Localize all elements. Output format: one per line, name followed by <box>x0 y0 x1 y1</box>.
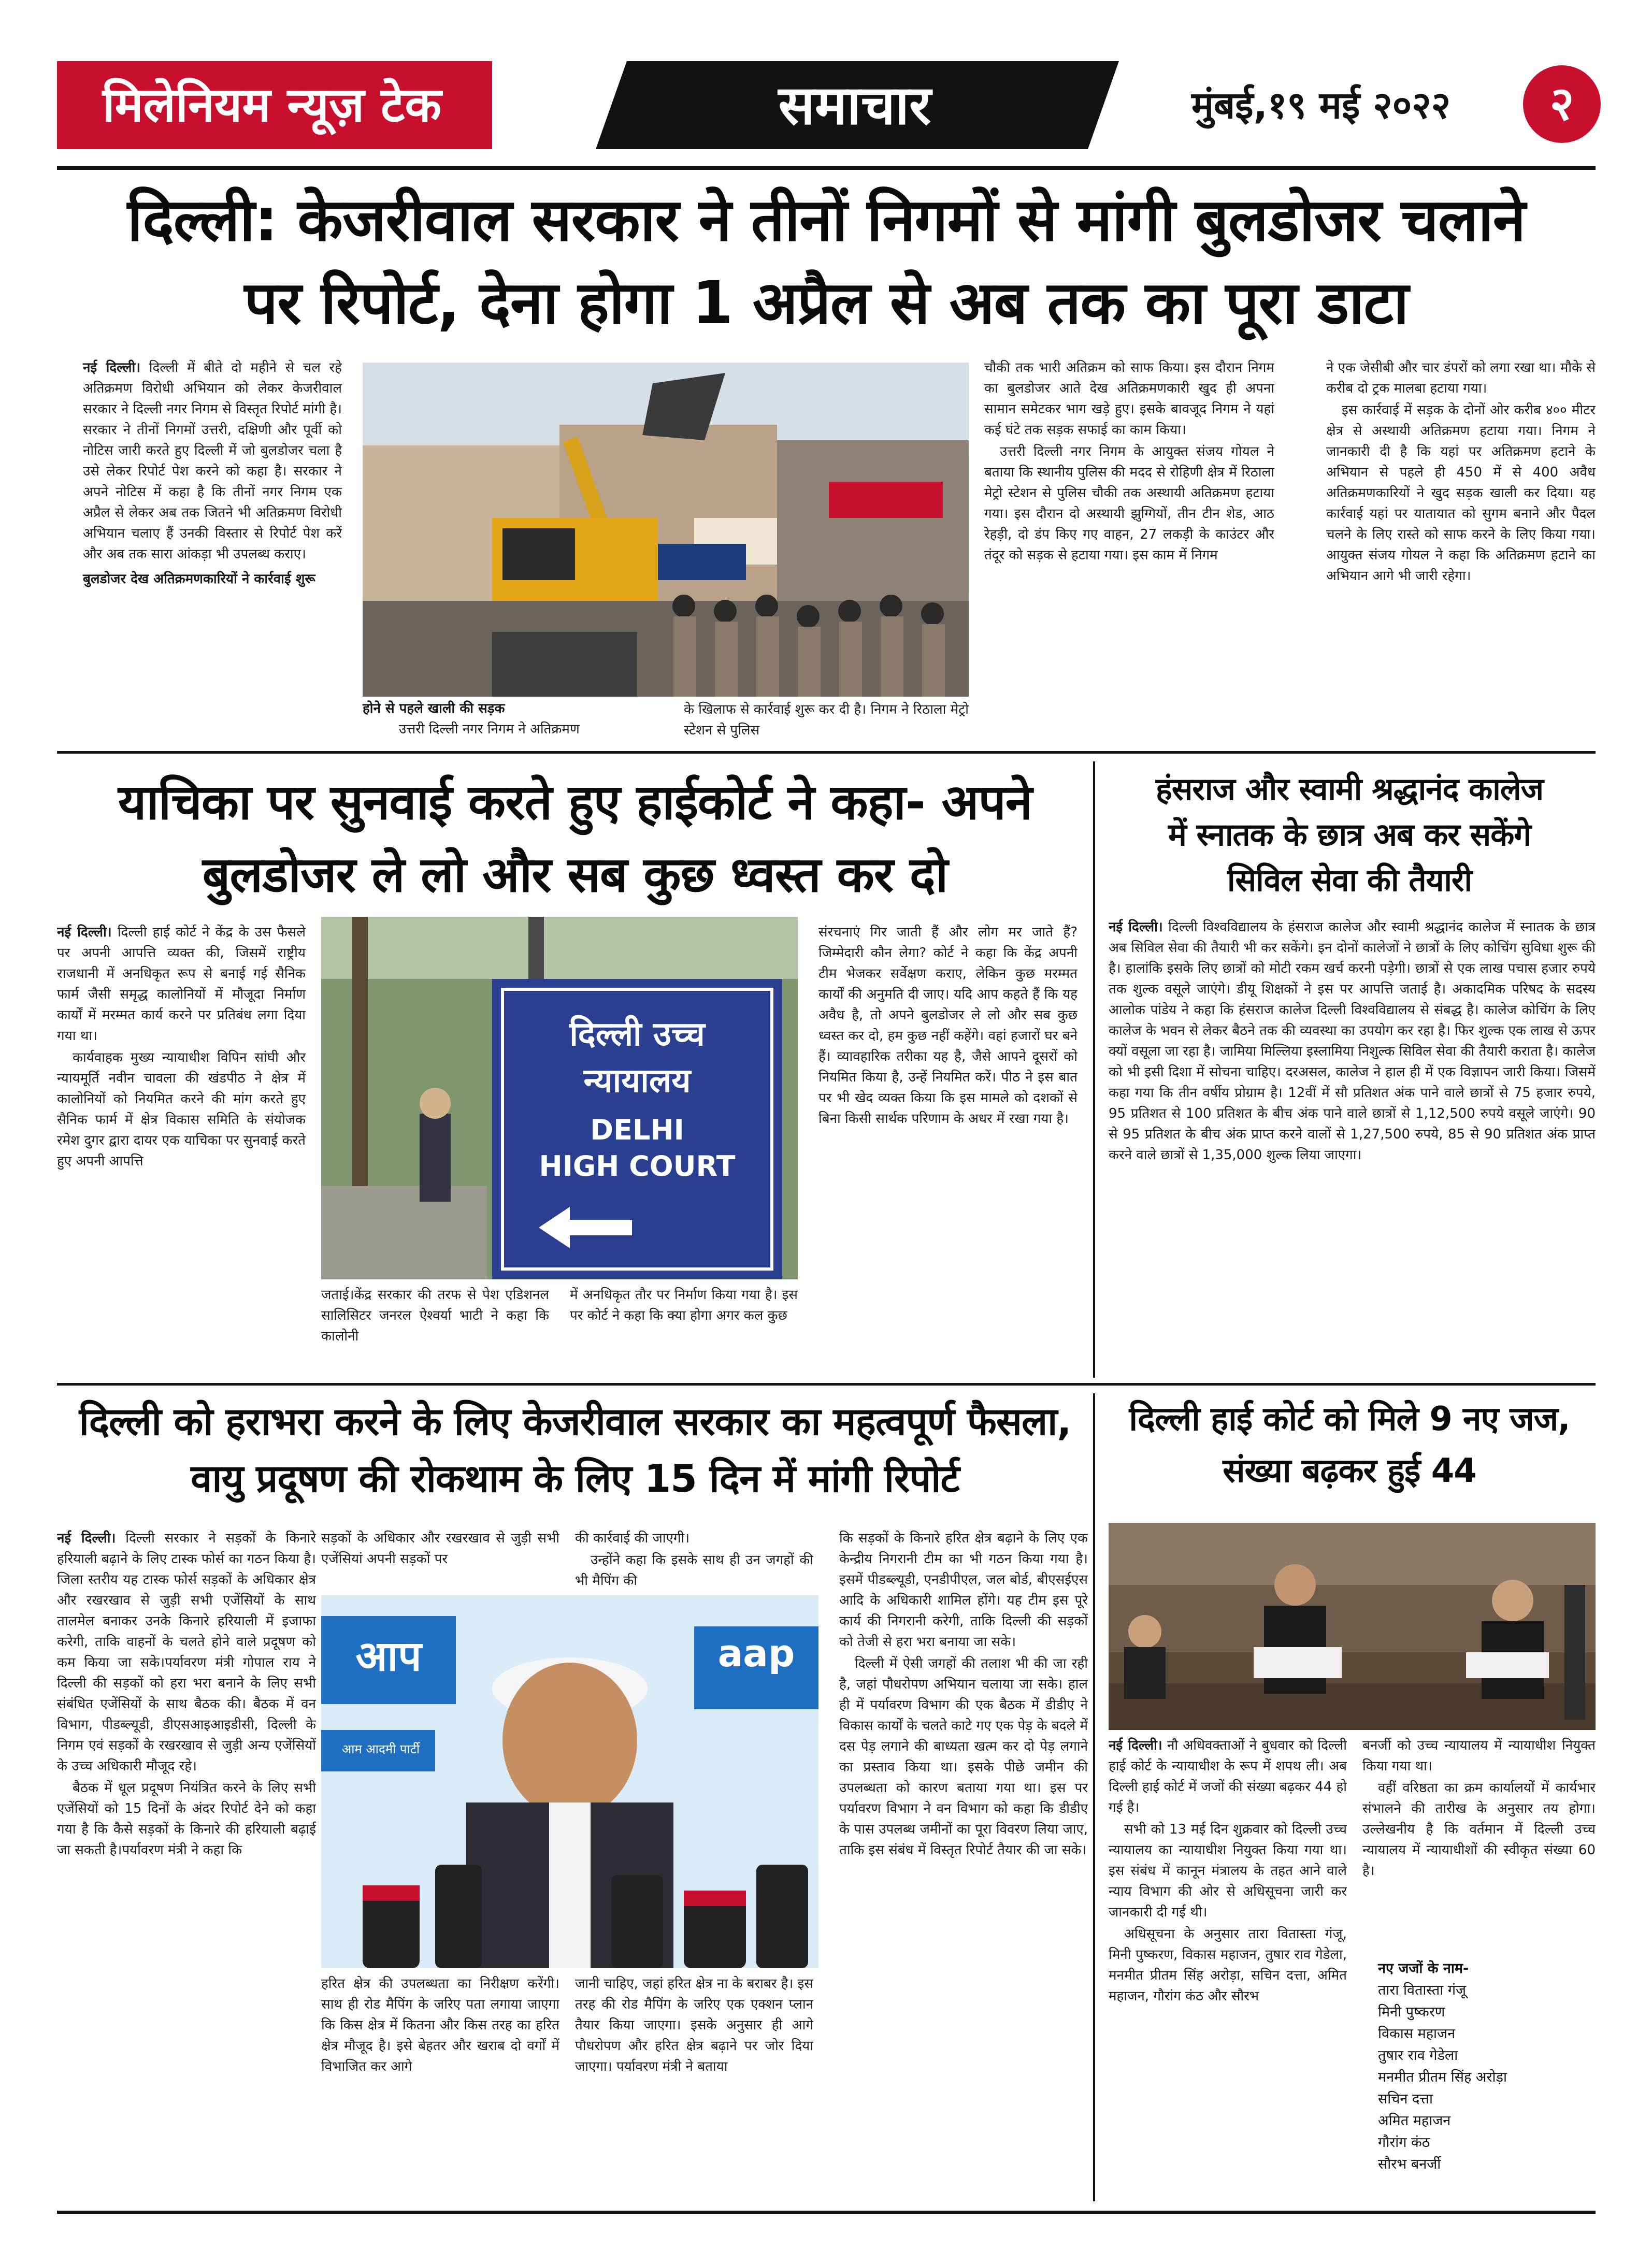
bulldozer-photo-caption-title: होने से पहले खाली की सड़क <box>363 701 505 716</box>
judge-name: तारा वितास्ता गंजू <box>1378 1982 1467 1998</box>
story4-column-2-top: सड़कों के अधिकार और रखरखाव से जुड़ी सभी एजेंसियां अपनी सड़कों पर <box>321 1531 559 1567</box>
story2-below-photo-2: में अनधिकृत तौर पर निर्माण किया गया है। इस पर कोर्ट ने कहा कि क्या होगा अगर कल कुछ <box>570 1287 798 1323</box>
story1-column-3: चौकी तक भारी अतिक्रम को साफ किया। इस दौरान निगम का बुलडोजर आते देख अतिक्रमणकारी खुद ही अपना सामान समेटकर भाग खड़े हुए। इसके बावजूद निगम ने यहां कई घंटे तक सड़क सफाई का काम किया। उत्तरी दिल्ली नगर निगम के आयुक्त संजय गोयल ने बताया कि स्थानीय पुलिस की मदद से रोहिणी क्षेत्र में रिठाला मेट्रो स्टेशन से पुलिस चौकी तक अस्थायी अतिक्रमण हटाया गया। इस दौरान दो अस्थायी झुग्गियों, तीन टीन शेड, आठ रेहड़ी, दो डंप किए गए वाहन, 27 लकड़ी के काउंटर और तंदूर को सड़क से हटाया गया। इस काम में निगम <box>984 360 1274 563</box>
judge-name: सौरभ बनर्जी <box>1378 2156 1441 2172</box>
story4-column-4: कि सड़कों के किनारे हरित क्षेत्र बढ़ाने के लिए एक केन्द्रीय निगरानी टीम का भी गठन किया गया है। इसमें पीडब्ल्यूडी, एनडीपीएल, जल बोर्ड, बीएसईएस आदि के अधिकारी शामिल होंगे। यह टीम इस पूरे कार्य की निगरानी करेगी, ताकि दिल्ली की सड़कों को तेजी से हरा भरा बनाया जा सके। दिल्ली में ऐसी जगहों की तलाश भी की जा रही है, जहां पौधरोपण अभियान चलाया जा सके। हाल ही में पर्यावरण विभाग की एक बैठक में डीडीए ने विकास कार्यों के चलते काटे गए एक पेड़ के बदले में दस पेड़ लगाने की बाध्यता खत्म कर दो पेड़ लगाने का प्रस्ताव किया था। इसके पीछे जमीन की उपलब्धता को कारण बताया गया था। इस पर पर्यावरण विभाग ने वन विभाग को कहा कि डीडीए के पास उपलब्ध जमीनों का पूरा विवरण लिया जाए, ताकि इस संबंध में विस्तृत रिपोर्ट तैयार की जा सके। <box>839 1531 1088 1858</box>
story4-vertical-rule <box>1093 1393 1095 2201</box>
court-sign-hindi-2: न्यायालय <box>583 1062 691 1100</box>
story5-column-2: बनर्जी को उच्च न्यायालय में न्यायाधीश नियुक्त किया गया था। वहीं वरिष्ठता का क्रम कार्यालयों में कार्यभार संभालने की तारीख के अनुसार तय होगा। उल्लेखनीय है कि वर्तमान में दिल्ली उच्च न्यायालय में न्यायाधीशों की स्वीकृत संख्या 60 है। <box>1362 1738 1596 1879</box>
dateline: मुंबई,१९ मई २०२२ <box>1191 83 1451 127</box>
story3-body: नई दिल्ली। दिल्ली विश्वविद्यालय के हंसराज कालेज और स्वामी श्रद्धानंद कालेज में स्नातक के छात्र अब सिविल सेवा की तैयारी भी कर सकेंगे। इन दोनों कालेजों ने छात्रों के लिए कोचिंग सुविधा शुरू की है। हालांकि इसके लिए छात्रों को मोटी रकम खर्च करनी पड़ेगी। छात्रों से एक लाख पचास हजार रुपये तक शुल्क वसूले जाएंगे। डीयू शिक्षकों ने इस पर आपत्ति जताई है। अकादमिक परिषद के सदस्य आलोक पांडेय ने कहा कि हंसराज कालेज दिल्ली विश्वविद्यालय से संबद्ध है। कालेज कोचिंग के लिए कालेज के भवन से लेकर बैठने तक की व्यवस्था का उपयोग कर रहा है। फिर शुल्क एक लाख से ऊपर क्यों वसूला जा रहा है। जामिया मिल्लिया इस्लामिया निशुल्क सिविल सेवा की तैयारी कराता है। कालेज को भी इसी दिशा में सोचना चाहिए। दरअसल, कालेज ने हाल ही में एक विज्ञापन जारी किया। जिसमें कहा गया कि तीन वर्षीय प्रोग्राम है। 12वीं में सौ प्रतिशत अंक पाने वाले छात्रों से 75 हजार रुपये, 95 प्रतिशत से 100 प्रतिशत के बीच अंक पाने वाले छात्रों से 1,12,500 रुपये वसूले जाएंगे। 90 से 95 प्रतिशत के बीच अंक प्राप्त करने वालों से 1,27,500 रुपये, 85 से 90 प्रतिशत अंक प्राप्त करने वाले छात्रों से 1,35,000 शुल्क लिया जाएगा। <box>1109 919 1596 1163</box>
story2-below-photo-1: जताई।केंद्र सरकार की तरफ से पेश एडिशनल सालिसिटर जनरल ऐश्वर्या भाटी ने कहा कि कालोनी <box>321 1287 549 1344</box>
aap-logo-english: aap <box>717 1632 795 1675</box>
story3-headline-line1: हंसराज और स्वामी श्रद्धानंद कालेज <box>1155 771 1544 807</box>
brand-name: मिलेनियम न्यूज़ टेक <box>102 77 442 133</box>
story4-dateline: नई दिल्ली। <box>57 1531 116 1546</box>
new-judges-title: नए जजों के नाम- <box>1378 1960 1469 1977</box>
story4-headline-line1: दिल्ली को हराभरा करने के लिए केजरीवाल सरकार का महत्वपूर्ण फैसला, <box>79 1400 1071 1444</box>
court-sign-hindi-1: दिल्ली उच्च <box>569 1015 705 1054</box>
story4-below-photo-1: हरित क्षेत्र की उपलब्धता का निरीक्षण करेंगी। साथ ही रोड मैपिंग के जरिए पता लगाया जाएगा कि किस क्षेत्र में कितना और किस तरह का हरित क्षेत्र मौजूद है। इसे बेहतर और खराब दो वर्गों में विभाजित कर आगे <box>321 1976 559 2074</box>
judge-name: मनमीत प्रीतम सिंह अरोड़ा <box>1378 2069 1507 2085</box>
story1-rule <box>57 751 1596 754</box>
masthead-rule <box>57 166 1596 170</box>
story4-headline-line2: वायु प्रदूषण की रोकथाम के लिए 15 दिन में मांगी रिपोर्ट <box>191 1457 959 1501</box>
story1-column-2b: के खिलाफ से कार्रवाई शुरू कर दी है। निगम ने रिठाला मेट्रो स्टेशन से पुलिस <box>684 702 969 738</box>
masthead <box>57 61 1596 149</box>
story1-subhead: बुलडोजर देख अतिक्रमणकारियों ने कार्रवाई शुरू <box>83 571 315 587</box>
story2-headline-line2: बुलडोजर ले लो और सब कुछ ध्वस्त कर दो <box>202 847 948 903</box>
story2-column-3: संरचनाएं गिर जाती हैं और लोग मर जाते हैं? जिम्मेदारी कौन लेगा? कोर्ट ने कहा कि केंद्र अपनी टीम भेजकर सर्वेक्षण कराए, लेकिन कुछ मरम्मत कार्यों की अनुमति दी जाए। यदि आप कहते हैं कि यह अवैध है, तो अपने बुलडोजर ले लो और सब कुछ ध्वस्त कर दो, हम कुछ नहीं कहेंगे। वहां हजारों घर बने हैं। व्यावहारिक तरीका यह है, जैसे आपने दूसरों को नियमित किया है, उन्हें नियमित करें। पीठ ने इस बात पर भी खेद व्यक्त किया कि इस मामले को दशकों से बिना किसी सार्थक परिणाम के अधर में रखा गया है। <box>818 925 1078 1127</box>
story1-column-1: नई दिल्ली। दिल्ली में बीते दो महीने से चल रहे अतिक्रमण विरोधी अभियान को लेकर केजरीवाल सरकार ने दिल्ली नगर निगम से विस्तृत रिपोर्ट मांगी है। सरकार ने तीनों निगमों उत्तरी, दक्षिणी और पूर्वी को नोटिस जारी करते हुए दिल्ली में जो बुलडोजर चला है उसे लेकर रिपोर्ट पेश करने को कहा है। सरकार ने अपने नोटिस में कहा है कि तीनों नगर निगम एक अप्रैल से लेकर अब तक जितने भी अतिक्रमण विरोधी अभियान चलाए हैं उनकी विस्तार से रिपोर्ट पेश करें और अब तक सारा आंकड़ा भी उपलब्ध कराए। बुलडोजर देख अतिक्रमणकारियों ने कार्रवाई शुरू <box>83 357 342 741</box>
story3-headline-line2: में स्नातक के छात्र अब कर सकेंगे <box>1168 817 1531 853</box>
judge-name: अमित महाजन <box>1378 2113 1451 2129</box>
story5-headline-line1: दिल्ली हाई कोर्ट को मिले 9 नए जज, <box>1129 1400 1570 1438</box>
story2-rule <box>57 1383 1596 1386</box>
bulldozer-photo-caption-text: उत्तरी दिल्ली नगर निगम ने अतिक्रमण <box>399 722 580 737</box>
bulldozer-photo <box>363 363 969 697</box>
new-judges-list <box>1378 1958 1596 2175</box>
story4-column-3-top: की कार्रवाई की जाएगी। उन्होंने कहा कि इसके साथ ही उन जगहों की भी मैपिंग की <box>575 1531 813 1589</box>
story2-headline-line1: याचिका पर सुनवाई करते हुए हाईकोर्ट ने कहा- अपने <box>118 774 1032 831</box>
judge-name: विकास महाजन <box>1378 2026 1456 2042</box>
judges-oath-photo <box>1109 1523 1596 1730</box>
story4-below-photo-2: जानी चाहिए, जहां हरित क्षेत्र ना के बराबर है। इस तरह की रोड मैपिंग के जरिए एक एक्शन प्लान तैयार किया जाएगा। इसके अनुसार ही आगे पौधरोपण और हरित क्षेत्र बढ़ाने पर जोर दिया जाएगा। पर्यावरण मंत्री ने बताया <box>575 1976 813 2074</box>
aap-logo-hindi: आप <box>355 1632 422 1680</box>
story1-headline-line1: दिल्ली: केजरीवाल सरकार ने तीनों निगमों से मांगी बुलडोजर चलाने <box>127 185 1526 254</box>
judge-name: गौरांग कंठ <box>1378 2135 1430 2151</box>
story1-headline-line2: पर रिपोर्ट, देना होगा 1 अप्रैल से अब तक का पूरा डाटा <box>244 268 1409 337</box>
court-sign-english-1: DELHI <box>590 1114 684 1146</box>
story3-dateline: नई दिल्ली। <box>1109 919 1163 935</box>
judge-name: सचिन दत्ता <box>1378 2091 1433 2107</box>
judge-name: मिनी पुष्करण <box>1378 2004 1445 2020</box>
story2-vertical-rule <box>1093 761 1095 1378</box>
story5-headline-line2: संख्या बढ़कर हुई 44 <box>1223 1452 1476 1490</box>
footer-rule <box>57 2211 1596 2214</box>
court-sign-english-2: HIGH COURT <box>539 1150 736 1183</box>
page-number: २ <box>1549 77 1574 131</box>
story5-dateline: नई दिल्ली। <box>1109 1738 1162 1753</box>
story2-dateline: नई दिल्ली। <box>57 925 112 940</box>
section-title: समाचार <box>778 74 931 137</box>
story3-headline-line3: सिविल सेवा की तैयारी <box>1227 862 1472 899</box>
judge-name: तुषार राव गेडेला <box>1378 2047 1458 2064</box>
aap-banner-text: आम आदमी पार्टी <box>341 1742 420 1756</box>
story5-column-1: नई दिल्ली। नौ अधिवक्ताओं ने बुधवार को दिल्ली हाई कोर्ट के न्यायाधीश के रूप में शपथ ली। अब दिल्ली हाई कोर्ट में जजों की संख्या बढ़कर 44 हो गई है। सभी को 13 मई दिन शुक्रवार को दिल्ली उच्च न्यायालय का न्यायाधीश नियुक्त किया गया था। इस संबंध में कानून मंत्रालय के तहत आने वाले न्याय विभाग की ओर से अधिसूचना जारी कर जानकारी दी गई थी। अधिसूचना के अनुसार तारा वितास्ता गंजू, मिनी पुष्करण, विकास महाजन, तुषार राव गेडेला, मनमीत प्रीतम सिंह अरोड़ा, सचिन दत्ता, अमित महाजन, गौरांग कंठ और सौरभ <box>1109 1738 1347 2004</box>
story1-dateline: नई दिल्ली। <box>83 360 141 376</box>
story1-column-4: ने एक जेसीबी और चार डंपरों को लगा रखा था। मौके से करीब दो ट्रक मालबा हटाया गया। इस कार्रवाई में सड़क के दोनों ओर करीब ४०० मीटर क्षेत्र से अस्थायी अतिक्रमण हटाया गया। निगम ने जानकारी दी है कि यहां पर अतिक्रमण हटाने के अभियान से पहले ही 450 में से 400 अवैध अतिक्रमणकारियों ने खुद सड़क खाली कर दिया। यह कार्रवाई यहां पर यातायात को सुगम बनाने और पैदल चलने के लिए रास्ते को साफ करने के लिए किया गया। आयुक्त संजय गोयल ने कहा कि अतिक्रमण हटाने का अभियान आगे भी जारी रहेगा। <box>1326 360 1596 584</box>
story4-column-1: नई दिल्ली। दिल्ली सरकार ने सड़कों के किनारे हरियाली बढ़ाने के लिए टास्क फोर्स का गठन किया है। जिला स्तरीय यह टास्क फोर्स सड़कों के अधिकार क्षेत्र और रखरखाव से जुड़ी सभी एजेंसियों के साथ तालमेल बनाकर उनके किनारे हरियाली में इजाफा करेगी, ताकि वाहनों के चलते होने वाले प्रदूषण को कम किया जा सके।पर्यावरण मंत्री गोपाल राय ने दिल्ली की सड़कों को हरा भरा बनाने के लिए सभी संबंधित एजेंसियों के साथ बैठक की। बैठक में वन विभाग, पीडब्ल्यूडी, डीएसआइआइडीसी, दिल्ली के निगम एवं सड़कों के रखरखाव से जुड़ी अन्य एजेंसियों के उच्च अधिकारी मौजूद रहे। बैठक में धूल प्रदूषण नियंत्रित करने के लिए सभी एजेंसियों को 15 दिनों के अंदर रिपोर्ट देने को कहा गया है कि कैसे सड़कों के किनारे की हरियाली बढ़ाई जा सकती है।पर्यावरण मंत्री ने कहा कि <box>57 1531 316 1858</box>
story2-column-1: नई दिल्ली। दिल्ली हाई कोर्ट ने केंद्र के उस फैसले पर अपनी आपत्ति व्यक्त की, जिसमें राष्ट्रीय राजधानी में अनधिकृत रूप से बनाई गई सैनिक फार्म जैसी समृद्ध कालोनियों में मौजूदा निर्माण कार्यों में मरम्मत कार्य करने पर प्रतिबंध लगा दिया गया था। कार्यवाहक मुख्य न्यायाधीश विपिन सांघी और न्यायमूर्ति नवीन चावला की खंडपीठ ने क्षेत्र में कालोनियों को नियमित करने की मांग करते हुए सैनिक फार्म में क्षेत्र विकास समिति के संयोजक रमेश दुगर द्वारा दायर एक याचिका पर सुनवाई करते हुए अपनी आपत्ति <box>57 925 306 1169</box>
